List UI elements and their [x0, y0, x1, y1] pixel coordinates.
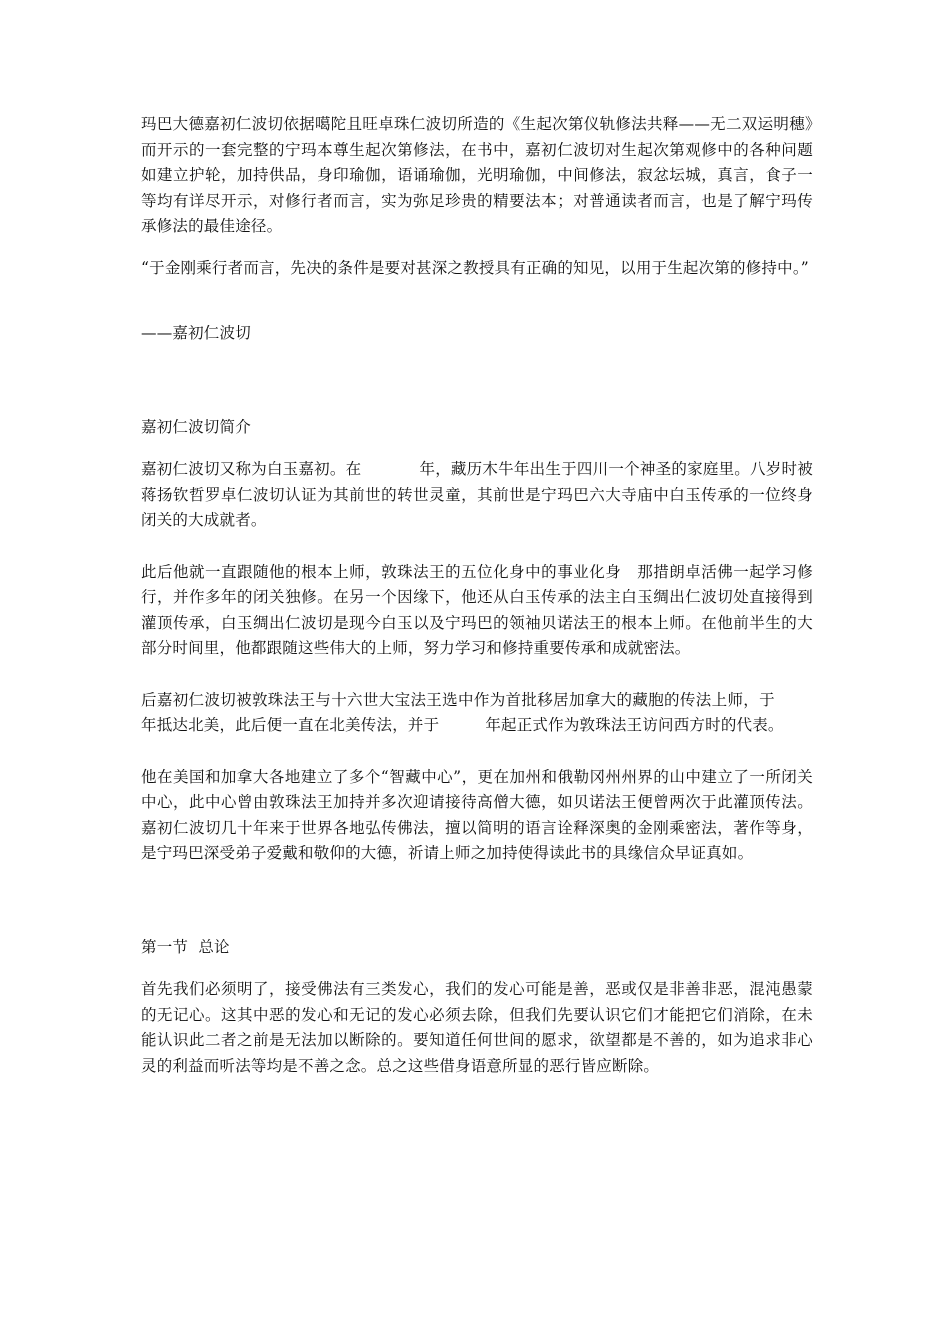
- bio-p3-mid: 年抵达北美，此后便一直在北美传法，并于: [141, 716, 440, 734]
- bio-paragraph-1: [141, 457, 813, 534]
- bio-p1-rest: 年，藏历木牛年出生于四川一个神圣的家庭里。八岁时被蒋扬钦哲罗卓仁波切认证为其前世的转世灵童，其前世是宁玛巴六大寺庙中白玉传承的一位终身闭关的大成就者。: [141, 460, 813, 529]
- document-page: [141, 112, 813, 1079]
- intro-paragraph: 玛巴大德嘉初仁波切依据噶陀且旺卓珠仁波切所造的《生起次第仪轨修法共释——无二双运明穗》而开示的一套完整的宁玛本尊生起次第修法，在书中，嘉初仁波切对生起次第观修中的各种问题如建立护轮，加持供品，身印瑜伽，语诵瑜伽，光明瑜伽，中间修法，寂忿坛城，真言，食子一等均有详尽开示，对修行者而言，实为弥足珍贵的精要法本；对普通读者而言，也是了解宁玛传承修法的最佳途径。: [141, 115, 813, 235]
- bio-paragraph-3: [141, 688, 813, 739]
- bio-p3-end: 年起正式作为敦珠法王访问西方时的代表。: [485, 716, 784, 734]
- bio-p3-start: 后嘉初仁波切被敦珠法王与十六世大宝法王选中作为首批移居加拿大的藏胞的传法上师，于: [141, 690, 775, 709]
- bio-heading: 嘉初仁波切简介: [141, 417, 251, 436]
- intro-quote: “于金刚乘行者而言，先决的条件是要对甚深之教授具有正确的知见，以用于生起次第的修持中。”: [141, 258, 809, 277]
- bio-p1-start: 嘉初仁波切又称为白玉嘉初。在: [141, 460, 362, 478]
- quote-attribution: ——嘉初仁波切: [141, 324, 251, 342]
- bio-paragraph-2: 此后他就一直跟随他的根本上师，敦珠法王的五位化身中的事业化身 那措朗卓活佛一起学习修行，并作多年的闭关独修。在另一个因缘下，他还从白玉传承的法主白玉绸出仁波切处直接得到灌顶传承，白玉绸出仁波切是现今白玉以及宁玛巴的领袖贝诺法王的根本上师。在他前半生的大部分时间里，他都跟随这些伟大的上师，努力学习和修持重要传承和成就密法。: [141, 562, 813, 657]
- section-paragraph-1: 首先我们必须明了，接受佛法有三类发心，我们的发心可能是善，恶或仅是非善非恶，混沌愚蒙的无记心。这其中恶的发心和无记的发心必须去除，但我们先要认识它们才能把它们消除，在未能认识此二者之前是无法加以断除的。要知道任何世间的愿求，欲望都是不善的，如为追求非心灵的利益而听法等均是不善之念。总之这些借身语意所显的恶行皆应断除。: [141, 980, 813, 1075]
- section-heading: 第一节 总论: [141, 937, 230, 956]
- bio-paragraph-4: 他在美国和加拿大各地建立了多个“智藏中心”，更在加州和俄勒冈州州界的山中建立了一所闭关中心，此中心曾由敦珠法王加持并多次迎请接待高僧大德，如贝诺法王便曾两次于此灌顶传法。嘉初仁波切几十年来于世界各地弘传佛法，擅以简明的语言诠释深奥的金刚乘密法，著作等身，是宁玛巴深受弟子爱戴和敬仰的大德，祈请上师之加持使得读此书的具缘信众早证真如。: [141, 767, 813, 862]
